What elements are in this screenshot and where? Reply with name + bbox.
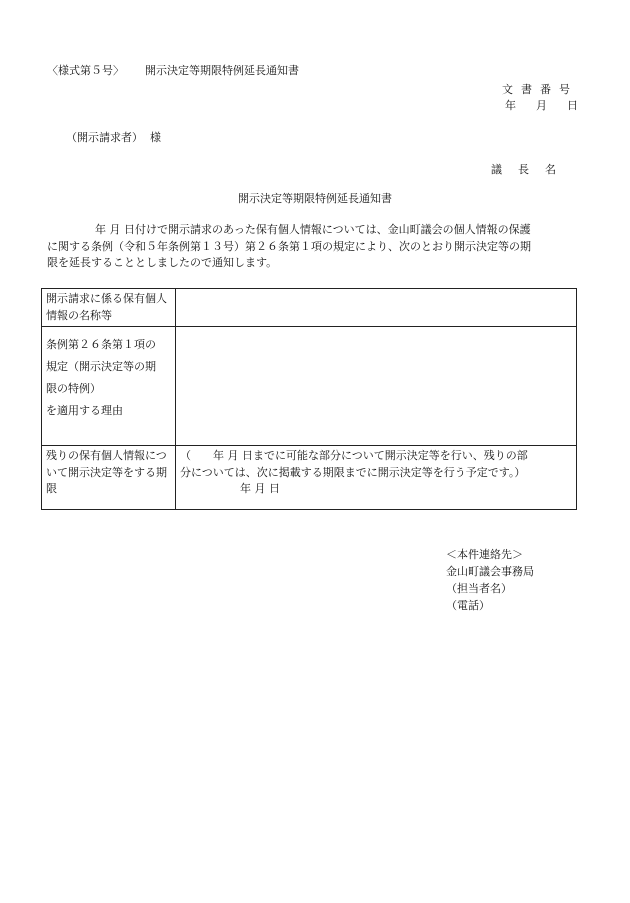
date-month-label: 月 [536, 99, 547, 112]
contact-heading: ＜本件連絡先＞ [446, 548, 523, 561]
notice-title: 開示決定等期限特例延長通知書 [238, 192, 392, 205]
table-row [42, 289, 577, 327]
reason-label-line: 限の特例） [46, 382, 101, 395]
body-line-2: に関する条例（令和５年条例第１３号）第２６条第１項の規定により、次のとおり開示決定等の期 [47, 239, 531, 253]
contact-person: （担当者名） [446, 582, 512, 596]
table-row [42, 446, 577, 510]
extension-reason-value [176, 327, 577, 446]
contact-phone: （電話） [446, 599, 490, 613]
extension-details-table [41, 288, 577, 510]
reason-label-line: を適用する理由 [46, 404, 123, 417]
remaining-deadline-label: 残りの保有個人情報について開示決定等をする期限 [42, 446, 176, 510]
personal-info-name-label: 開示請求に係る保有個人情報の名称等 [42, 289, 176, 327]
deadline-line: （ 年 月 日までに可能な部分について開示決定等を行い、残りの部 [180, 449, 528, 462]
contact-block [446, 546, 534, 614]
extension-reason-label [42, 327, 176, 446]
form-number-label: 〈様式第５号〉 [47, 64, 124, 77]
table-row [42, 327, 577, 446]
date-day-label: 日 [567, 99, 578, 112]
body-line-3: 限を延長することとしましたので通知します。 [47, 256, 278, 269]
requester-name: （開示請求者） [66, 131, 143, 144]
body-line-1: 年 月 日付けで開示請求のあった保有個人情報については、金山町議会の個人情報の保護 [95, 223, 531, 236]
document-number-label: 文書番号 [502, 83, 578, 96]
contact-office: 金山町議会事務局 [446, 565, 534, 579]
personal-info-name-value [176, 289, 577, 327]
deadline-line: 分については、次に掲載する期限までに開示決定等を行う予定です。） [180, 465, 526, 479]
deadline-date: 年 月 日 [240, 482, 280, 495]
notice-body [47, 222, 587, 272]
remaining-deadline-value [176, 446, 577, 510]
chairperson-name: 議長名 [491, 163, 572, 176]
document-date [505, 98, 578, 115]
form-header-title: 開示決定等期限特例延長通知書 [145, 64, 299, 77]
date-year-label: 年 [505, 99, 516, 112]
reason-label-line: 条例第２６条第１項の [46, 338, 156, 351]
reason-label-line: 規定（開示決定等の期 [46, 360, 156, 373]
requester-honorific: 様 [150, 131, 161, 144]
